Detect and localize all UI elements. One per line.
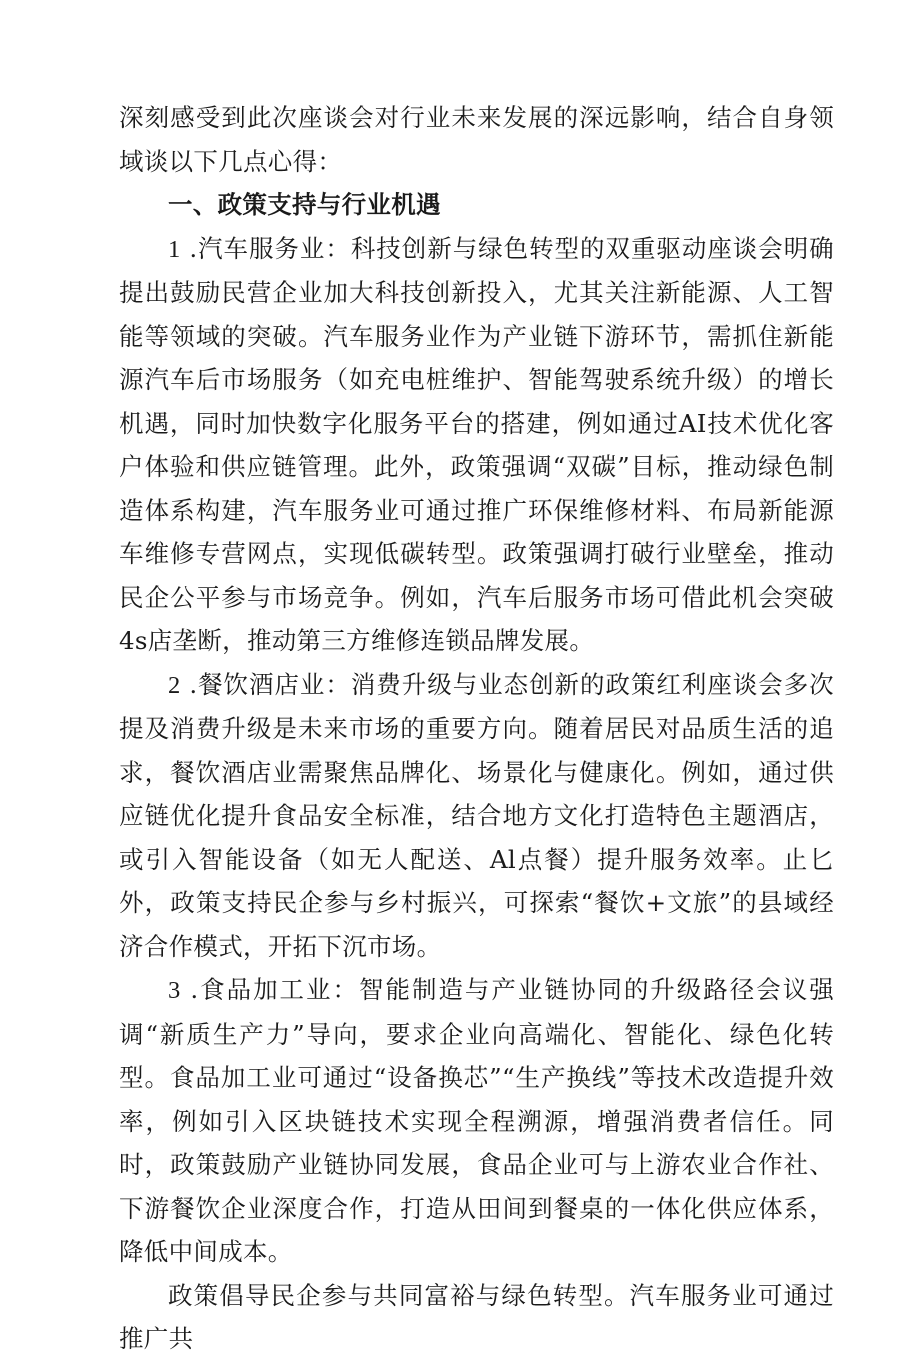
- document-body: [119, 96, 834, 1361]
- paragraph-food-processing: [119, 968, 834, 1274]
- section-heading: 一、政策支持与行业机遇: [168, 190, 441, 219]
- paragraph-trailing: 政策倡导民企参与共同富裕与绿色转型。汽车服务业可通过推广共: [119, 1280, 834, 1353]
- paragraph-catering: [119, 663, 834, 969]
- paragraph-number: 1: [168, 235, 181, 263]
- paragraph-number: 2: [168, 671, 181, 699]
- paragraph-text: .汽车服务业：科技创新与绿色转型的双重驱动座谈会明确提出鼓励民营企业加大科技创新投入，尤其关注新能源、人工智能等领域的突破。汽车服务业作为产业链下游环节，需抓住新能源汽车后市场服务（如充电桩维护、智能驾驶系统升级）的增长机遇，同时加快数字化服务平台的搭建，例如通过AI技术优化客户体验和供应链管理。此外，政策强调“双碳”目标，推动绿色制造体系构建，汽车服务业可通过推广环保维修材料、布局新能源车维修专营网点，实现低碳转型。政策强调打破行业壁垒，推动民企公平参与市场竞争。例如，汽车后服务市场可借此机会突破4s店垄断，推动第三方维修连锁品牌发展。: [119, 233, 834, 655]
- paragraph-automotive: [119, 227, 834, 663]
- intro-paragraph: 深刻感受到此次座谈会对行业未来发展的深远影响，结合自身领域谈以下几点心得：: [119, 103, 834, 176]
- paragraph-text: .食品加工业：智能制造与产业链协同的升级路径会议强调“新质生产力”导向，要求企业向高端化、智能化、绿色化转型。食品加工业可通过“设备换芯”“生产换线”等技术改造提升效率，例如引入区块链技术实现全程溯源，增强消费者信任。同时，政策鼓励产业链协同发展，食品企业可与上游农业合作社、下游餐饮企业深度合作，打造从田间到餐桌的一体化供应体系，降低中间成本。: [119, 975, 834, 1266]
- paragraph-text: .餐饮酒店业：消费升级与业态创新的政策红利座谈会多次提及消费升级是未来市场的重要方向。随着居民对品质生活的追求，餐饮酒店业需聚焦品牌化、场景化与健康化。例如，通过供应链优化提升食品安全标准，结合地方文化打造特色主题酒店，或引入智能设备（如无人配送、Al点餐）提升服务效率。止匕外，政策支持民企参与乡村振兴，可探索“餐饮+文旅”的县域经济合作模式，开拓下沉市场。: [119, 669, 834, 961]
- paragraph-number: 3: [168, 977, 181, 1004]
